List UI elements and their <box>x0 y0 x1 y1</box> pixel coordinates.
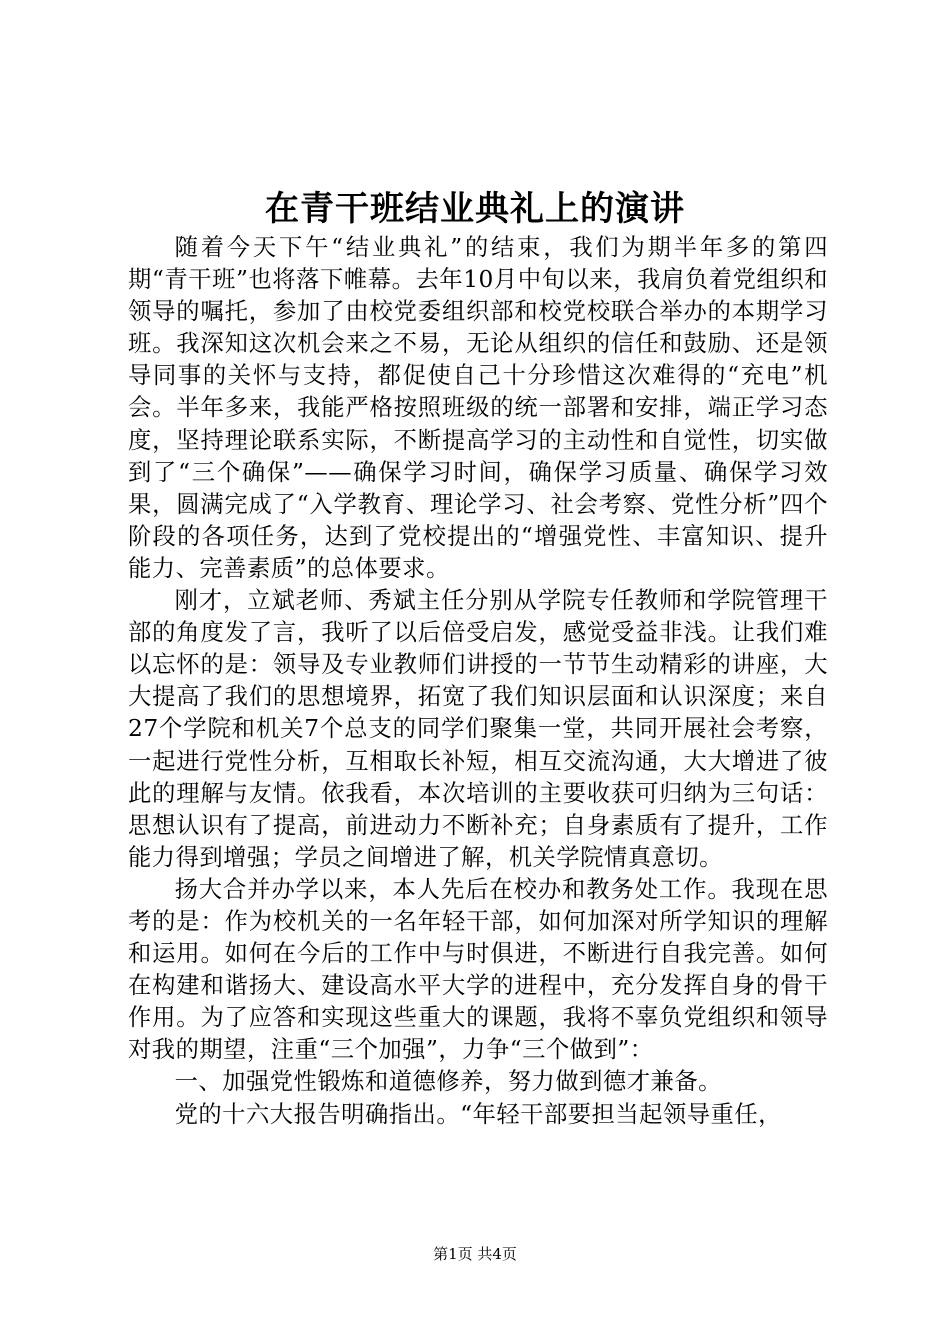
paragraph-3: 扬大合并办学以来，本人先后在校办和教务处工作。我现在思考的是：作为校机关的一名年轻干部，如何加深对所学知识的理解和运用。如何在今后的工作中与时俱进，不断进行自我完善。如何在构建和谐扬大、建设高水平大学的进程中，充分发挥自身的骨干作用。为了应答和实现这些重大的课题，我将不辜负党组织和领导对我的期望，注重“三个加强”，力争“三个做到”： <box>128 875 828 1064</box>
paragraph-4-heading: 一、加强党性锻炼和道德修养，努力做到德才兼备。 <box>174 1068 722 1096</box>
page-number-footer: 第1页 共4页 <box>433 1245 517 1263</box>
paragraph-2: 刚才，立斌老师、秀斌主任分别从学院专任教师和学院管理干部的角度发了言，我听了以后倍受启发，感觉受益非浅。让我们难以忘怀的是：领导及专业教师们讲授的一节节生动精彩的讲座，大大提高了我们的思想境界，拓宽了我们知识层面和认识深度；来自27个学院和机关7个总支的同学们聚集一堂，共同开展社会考察，一起进行党性分析，互相取长补短，相互交流沟通，大大增进了彼此的理解与友情。依我看，本次培训的主要收获可归纳为三句话：思想认识有了提高，前进动力不断补充；自身素质有了提升，工作能力得到增强；学员之间增进了解，机关学院情真意切。 <box>128 587 828 871</box>
document-title: 在青干班结业典礼上的演讲 <box>265 189 685 229</box>
paragraph-5: 党的十六大报告明确指出。“年轻干部要担当起领导重任， <box>174 1100 782 1128</box>
document-body <box>128 232 828 1131</box>
paragraph-1: 随着今天下午“结业典礼”的结束，我们为期半年多的第四期“青干班”也将落下帷幕。去年10月中旬以来，我肩负着党组织和领导的嘱托，参加了由校党委组织部和校党校联合举办的本期学习班。我深知这次机会来之不易，无论从组织的信任和鼓励、还是领导同事的关怀与支持，都促使自己十分珍惜这次难得的“充电”机会。半年多来，我能严格按照班级的统一部署和安排，端正学习态度，坚持理论联系实际，不断提高学习的主动性和自觉性，切实做到了“三个确保”——确保学习时间，确保学习质量、确保学习效果，圆满完成了“入学教育、理论学习、社会考察、党性分析”四个阶段的各项任务，达到了党校提出的“增强党性、丰富知识、提升能力、完善素质”的总体要求。 <box>128 234 828 582</box>
